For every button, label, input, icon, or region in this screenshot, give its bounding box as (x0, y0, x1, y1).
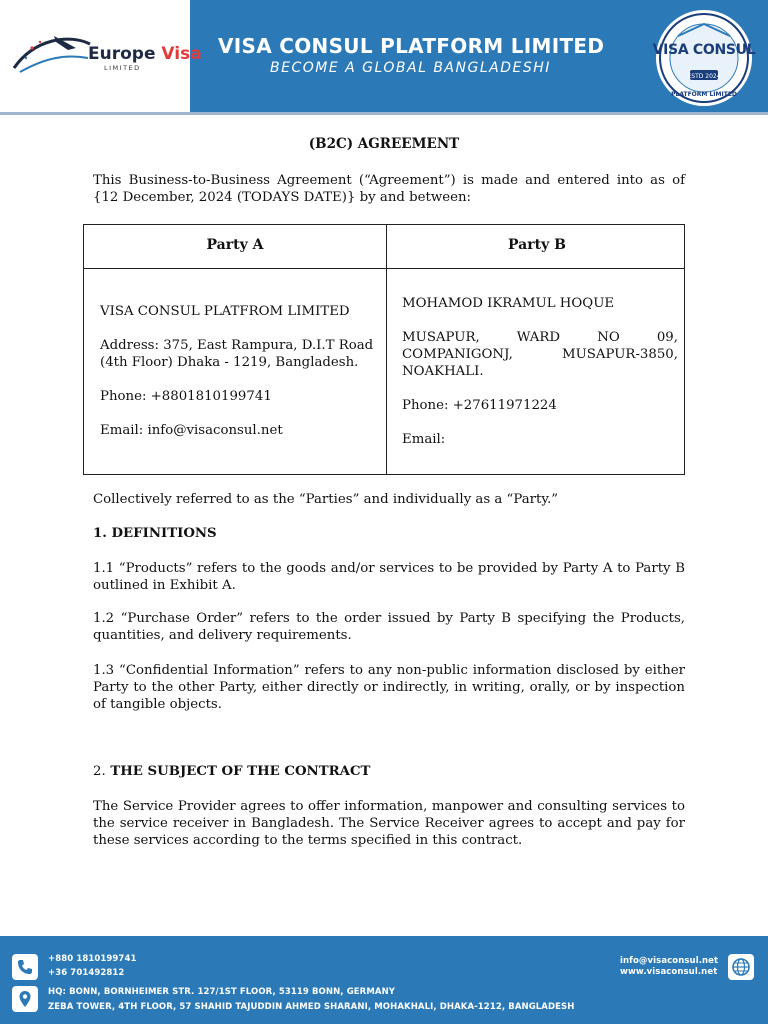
footer-office-address: ZEBA TOWER, 4TH FLOOR, 57 SHAHID TAJUDDIN AHMED SHARANI, MOHAKHALI, DHAKA-1212, BANGLADESH (48, 1002, 575, 1012)
party-b-heading: Party B (508, 237, 566, 253)
intro-paragraph: This Business-to-Business Agreement (“Agreement”) is made and entered into as of {12 December, 2024 (TODAYS DATE)} by and between: (93, 173, 685, 205)
table-column-divider (386, 225, 387, 474)
definition-1-3: 1.3 “Confidential Information” refers to any non-public information disclosed by either Party to the other Party, either directly or indirectly, in writing, orally, or by inspection of tangible objects. (93, 663, 685, 712)
globe-icon (728, 954, 754, 980)
letterhead (0, 0, 768, 116)
agreement-title: (B2C) AGREEMENT (308, 136, 460, 152)
party-a-phone: Phone: +8801810199741 (100, 389, 272, 404)
party-a-address: Address: 375, East Rampura, D.I.T Road (4th Floor) Dhaka - 1219, Bangladesh. (100, 338, 374, 370)
party-a-email: Email: info@visaconsul.net (100, 423, 283, 438)
section-2-title: THE SUBJECT OF THE CONTRACT (110, 764, 371, 779)
visa-consul-seal-icon (648, 8, 760, 108)
collective-paragraph: Collectively referred to as the “Parties” and individually as a “Party.” (93, 492, 559, 507)
definition-1-2: 1.2 “Purchase Order” refers to the order issued by Party B specifying the Products, quantities, and delivery requirements. (93, 611, 685, 643)
svg-text:PLATFORM LIMITED: PLATFORM LIMITED (671, 91, 737, 98)
party-b-address: MUSAPUR, WARD NO 09, COMPANIGONJ, MUSAPUR-3850, NOAKHALI. (402, 330, 678, 379)
europe-visa-sub: LIMITED (104, 64, 141, 72)
footer-email: info@visaconsul.net (620, 956, 719, 966)
party-a-heading: Party A (206, 237, 264, 253)
definition-1-1: 1.1 “Products” refers to the goods and/or services to be provided by Party A to Party B outlined in Exhibit A. (93, 561, 685, 593)
company-title: VISA CONSUL PLATFORM LIMITED (218, 34, 605, 58)
party-b-name: MOHAMOD IKRAMUL HOQUE (402, 296, 615, 311)
footer-phone-1: +880 1810199741 (48, 954, 137, 964)
company-tagline: BECOME A GLOBAL BANGLADESHI (270, 60, 551, 76)
header-divider (0, 112, 768, 115)
footer-website: www.visaconsul.net (620, 967, 718, 977)
section-2-number: 2. (93, 764, 106, 779)
europe-visa-wordmark: Europe Visa (88, 44, 202, 64)
table-header-divider (84, 268, 684, 269)
party-table (83, 224, 685, 475)
section-1-heading: 1. DEFINITIONS (93, 526, 217, 541)
location-pin-icon (12, 986, 38, 1012)
party-b-phone: Phone: +27611971224 (402, 398, 557, 413)
footer-phone-2: +36 701492812 (48, 968, 125, 978)
section-2-heading (93, 764, 370, 779)
party-a-name: VISA CONSUL PLATFROM LIMITED (100, 304, 350, 319)
visa-consul-seal-text: VISA CONSUL (652, 42, 756, 58)
phone-icon (12, 954, 38, 980)
svg-text:ESTD 2024: ESTD 2024 (687, 73, 721, 80)
section-2-body: The Service Provider agrees to offer information, manpower and consulting services to the service receiver in Bangladesh. The Service Receiver agrees to accept and pay for these services according to the terms specified in this contract. (93, 799, 685, 848)
letterhead-footer (0, 936, 768, 1024)
party-b-email: Email: (402, 432, 446, 447)
footer-hq-address: HQ: BONN, BORNHEIMER STR. 127/1ST FLOOR, 53119 BONN, GERMANY (48, 987, 396, 997)
